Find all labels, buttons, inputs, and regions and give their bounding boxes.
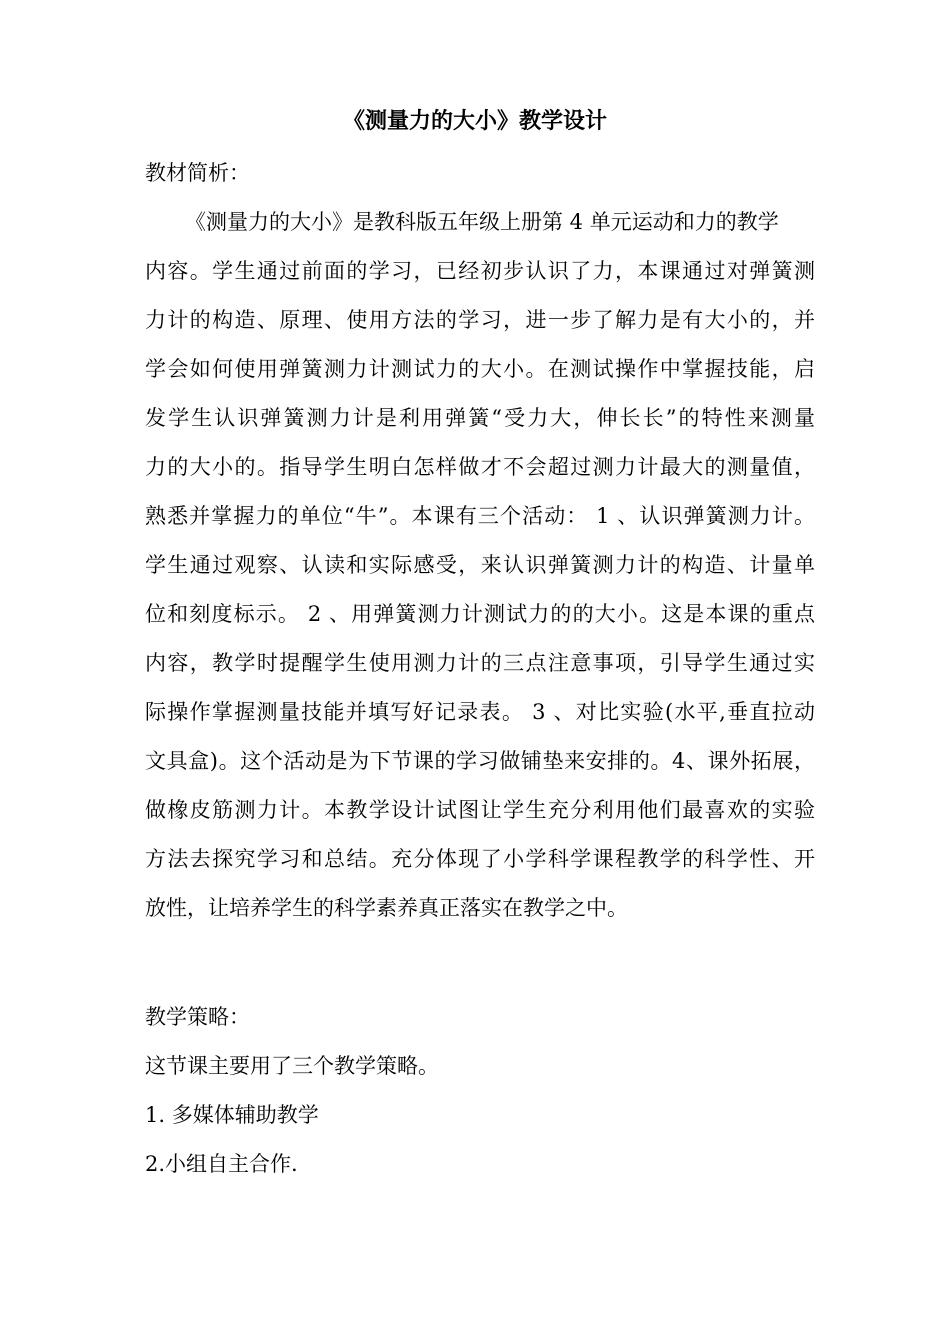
paragraph-line: 内容。学生通过前面的学习，已经初步认识了力，本课通过对弹簧测 [145,259,815,283]
paragraph-line: 力的大小的。指导学生明白怎样做才不会超过测力计最大的测量值， [145,455,815,479]
paragraph-line: 内容，教学时提醒学生使用测力计的三点注意事项，引导学生通过实 [145,651,815,675]
paragraph-line: 位和刻度标示。 2 、用弹簧测力计测试力的的大小。这是本课的重点 [145,602,815,626]
paragraph-line: 文具盒)。这个活动是为下节课的学习做铺垫来安排的。4、课外拓展， [145,749,815,773]
strategy-item: 2.小组自主合作. [145,1152,298,1176]
paragraph-line: 际操作掌握测量技能并填写好记录表。 3 、对比实验(水平,垂直拉动 [145,700,815,724]
paragraph-line: 放性，让培养学生的科学素养真正落实在教学之中。 [145,896,628,920]
strategy-intro: 这节课主要用了三个教学策略。 [145,1054,439,1078]
paragraph-line: 方法去探究学习和总结。充分体现了小学科学课程教学的科学性、开 [145,847,815,871]
section-heading-strategy: 教学策略： [145,1005,250,1029]
strategy-item: 1. 多媒体辅助教学 [145,1103,319,1127]
document-title: 《测量力的大小》教学设计 [342,108,607,134]
paragraph-line: 学会如何使用弹簧测力计测试力的大小。在测试操作中掌握技能，启 [145,357,815,381]
paragraph-line: 熟悉并掌握力的单位“牛”。本课有三个活动： 1 、认识弹簧测力计。 [145,504,815,528]
section-heading-materials: 教材简析： [145,161,250,185]
paragraph-line: 力计的构造、原理、使用方法的学习，进一步了解力是有大小的，并 [145,308,815,332]
paragraph-line: 发学生认识弹簧测力计是利用弹簧“受力大，伸长长”的特性来测量 [145,406,815,430]
paragraph-line: 《测量力的大小》是教科版五年级上册第 4 单元运动和力的教学 [185,210,779,234]
paragraph-line: 做橡皮筋测力计。本教学设计试图让学生充分利用他们最喜欢的实验 [145,798,815,822]
paragraph-line: 学生通过观察、认读和实际感受，来认识弹簧测力计的构造、计量单 [145,553,815,577]
